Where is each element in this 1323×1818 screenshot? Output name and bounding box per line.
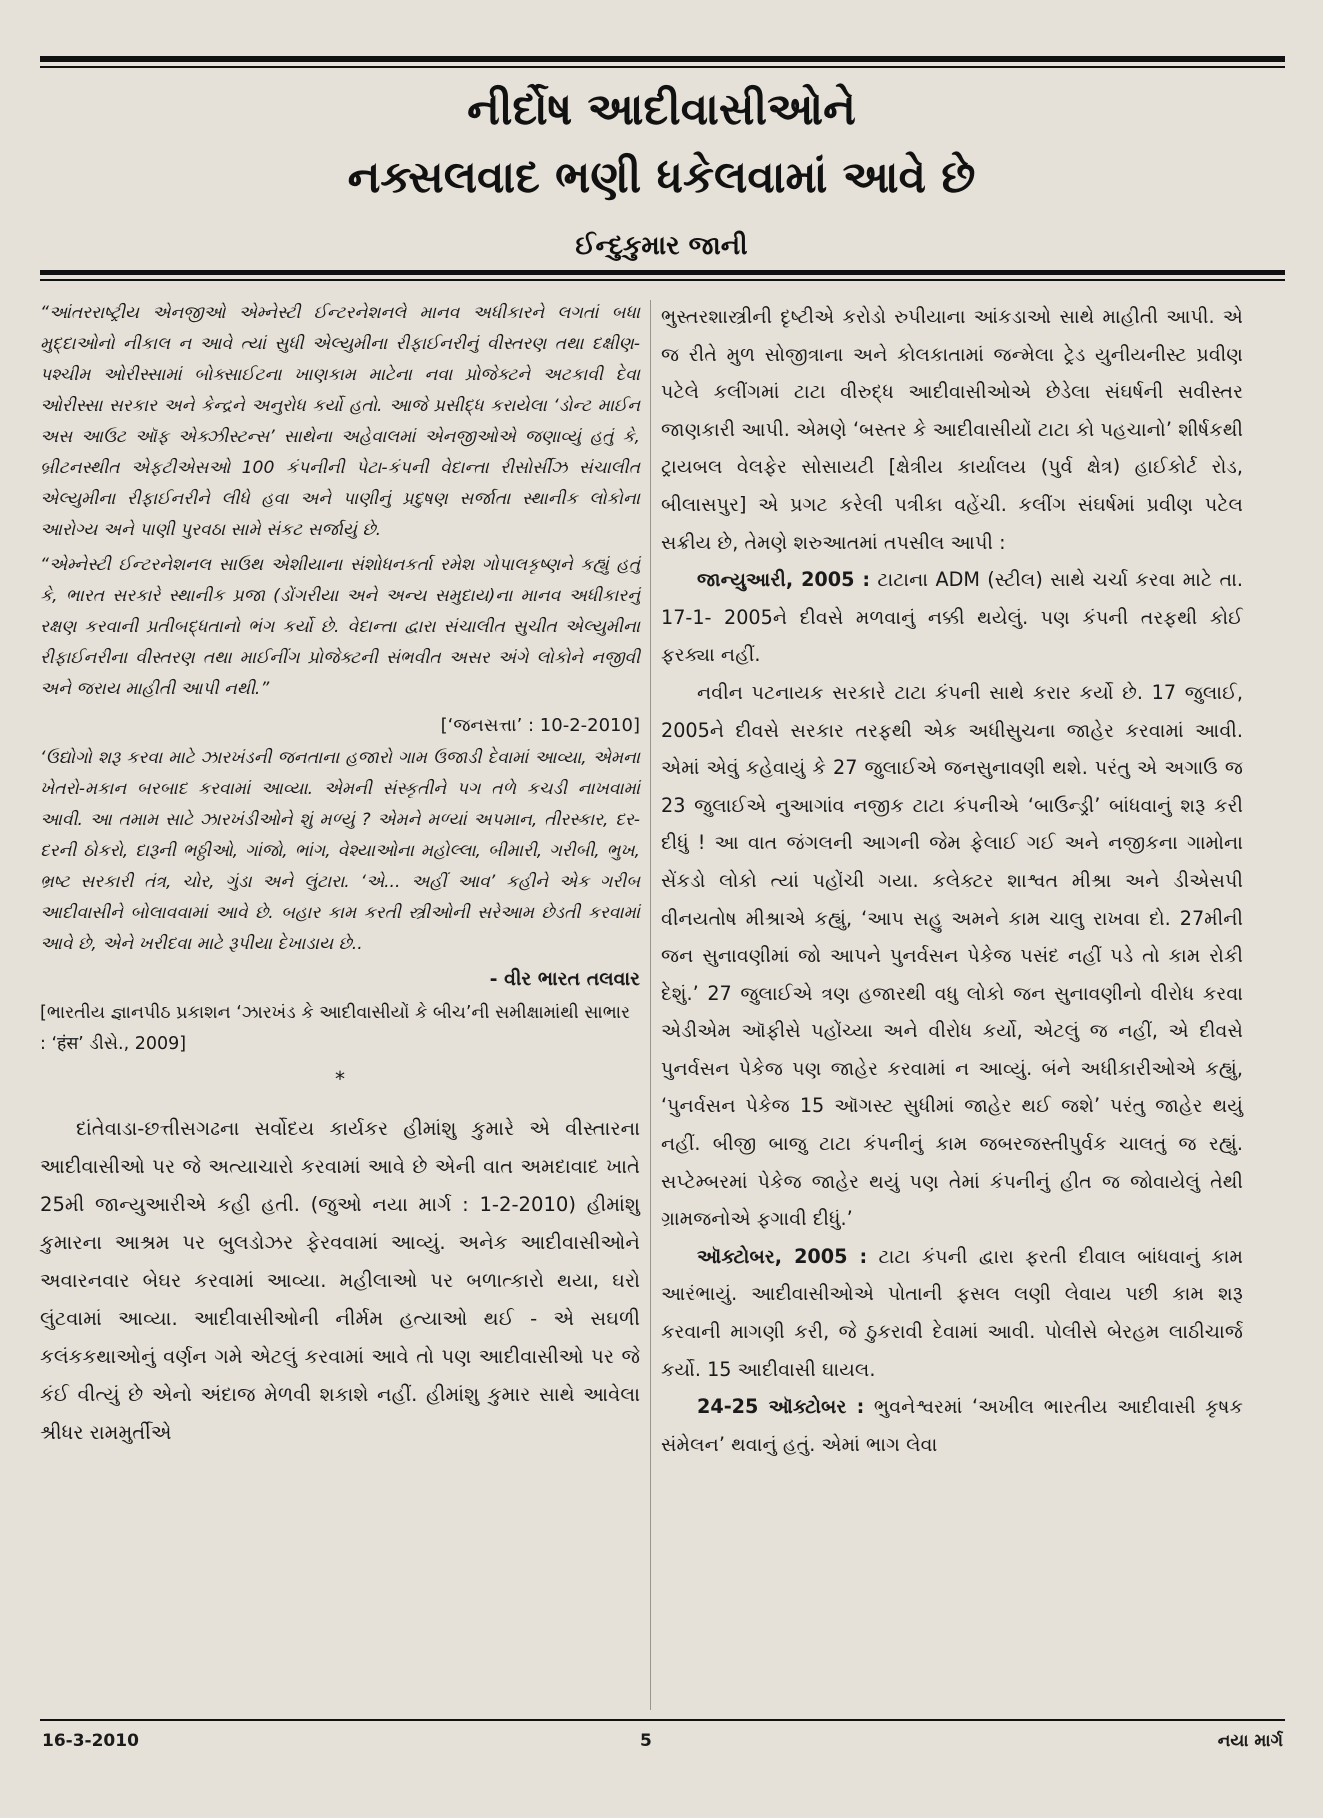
quote-amnesty-1: “આંતરરાષ્ટ્રીય એનજીઓ એમ્નેસ્ટી ઈન્ટરનેશનલે માનવ અધીકારને લગતાં બધા મુદ્દાઓનો નીકાલ ન આવે ત્યાં સુધી એલ્યુમીના રીફાઈનરીનું વીસ્તરણ તથા દક્ષીણ-પશ્ચીમ ઓરીસ્સામાં બોક્સાઈટના ખાણકામ માટેના નવા પ્રોજેક્ટને અટકાવી દેવા ઓરીસ્સા સરકાર અને કેન્દ્રને અનુરોધ કર્યો હતો. આજે પ્રસીદ્ધ કરાયેલા ‘ડોન્ટ માઈન અસ આઉટ ઑફ એક્ઝીસ્ટન્સ’ સાથેના અહેવાલમાં એનજીઓએ જણાવ્યું હતું કે, બ્રીટનસ્થીત એફટીએસઓ 100 કંપનીની પેટા-કંપની વેદાન્તા રીસોર્સીઝ સંચાલીત એલ્યુમીના રીફાઈનરીને લીધે હવા અને પાણીનું પ્રદુષણ સર્જાતા સ્થાનીક લોકોના આરોગ્ય અને પાણી પુરવઠા સામે સંકટ સર્જાયું છે. [40,303,640,540]
column-divider [650,300,651,1710]
para-text: ટાટા કંપની દ્વારા ફરતી દીવાલ બાંધવાનું કામ આરંભાયું. આદીવાસીઓએ પોતાની ફસલ લણી લેવાય પછી કામ શરૂ કરવાની માગણી કરી, જે ઠુકરાવી દેવામાં આવી. પોલીસે બેરહમ લાઠીચાર્જ કર્યો. 15 આદીવાસી ઘાયલ. [661,1244,1244,1381]
header-rule-thick [40,270,1285,275]
article-para-1: ભુસ્તરશાસ્ત્રીની દૃષ્ટીએ કરોડો રુપીયાના આંકડાઓ સાથે માહીતી આપી. એ જ રીતે મુળ સોજીત્રાના અને કોલકાતામાં જન્મેલા ટ્રેડ યુનીયનીસ્ટ પ્રવીણ પટેલે કલીંગમાં ટાટા વીરુદ્ધ આદીવાસીઓએ છેડેલા સંઘર્ષની સવીસ્તર જાણકારી આપી. એમણે ‘બસ્તર કે આદીવાસીયોં ટાટા કો પહચાનો’ શીર્ષકથી ટ્રાયબલ વેલફેર સોસાયટી [ક્ષેત્રીય કાર્યાલય (પુર્વ ક્ષેત્ર) હાઈકોર્ટ રોડ, બીલાસપુર] એ પ્રગટ કરેલી પત્રીકા વહેંચી. કલીંગ સંઘર્ષમાં પ્રવીણ પટેલ સક્રીય છે, તેમણે શરુઆતમાં તપસીલ આપી : [661,305,1243,554]
date-heading-oct-24: 24-25 ઑક્ટોબર : [697,1395,865,1419]
date-heading-oct-2005: ઑક્ટોબર, 2005 : [697,1244,868,1268]
article-para-3: નવીન પટનાયક સરકારે ટાટા કંપની સાથે કરાર કર્યો છે. 17 જુલાઈ, 2005ને દીવસે સરકાર તરફથી એક અધીસુચના જાહેર કરવામાં આવી. એમાં એવું કહેવાયું કે 27 જુલાઈએ જનસુનાવણી થશે. પરંતુ એ અગાઉ જ 23 જુલાઈએ નુઆગાંવ નજીક ટાટા કંપનીએ ‘બાઉન્ડ્રી’ બાંધવાનું શરૂ કરી દીધું ! આ વાત જંગલની આગની જેમ ફેલાઈ ગઈ અને નજીકના ગામોના સેંકડો લોકો ત્યાં પહોંચી ગયા. કલેક્ટર શાશ્વત મીશ્રા અને ડીએસપી વીનયતોષ મીશ્રાએ કહ્યું, ‘આપ સહુ અમને કામ ચાલુ રાખવા દો. 27મીની જન સુનાવણીમાં જો આપને પુનર્વસન પેકેજ પસંદ નહીં પડે તો કામ રોકી દેશું.’ 27 જુલાઈએ ત્રણ હજારથી વધુ લોકો જન સુનાવણીનો વીરોધ કરવા એડીએમ ઑફીસે પહોંચ્યા અને વીરોધ કર્યો, એટલું જ નહીં, એ દીવસે પુનર્વસન પેકેજ પણ જાહેર કરવામાં ન આવ્યું. બંને અધીકારીઓએ કહ્યું, ‘પુનર્વસન પેકેજ 15 ઑગસ્ટ સુધીમાં જાહેર થઈ જશે’ પરંતુ જાહેર થયું નહીં. બીજી બાજુ ટાટા કંપનીનું કામ જબરજસ્તીપુર્વક ચાલતું જ રહ્યું. સપ્ટેમ્બરમાં પેકેજ જાહેર થયું પણ તેમાં કંપનીનું હીત જ જોવાયેલું તેથી ગ્રામજનોએ ફગાવી દીધું.’ [661,680,1243,1231]
para-text: ટાટાના ADM (સ્ટીલ) સાથે ચર્ચા કરવા માટે તા. 17-1- 2005ને દીવસે મળવાનું નક્કી થયેલું. પણ કંપની તરફથી કોઈ ફરક્યા નહીં. [661,568,1243,667]
quote-amnesty-2: “એમ્નેસ્ટી ઈન્ટરનેશનલ સાઉથ એશીયાના સંશોધનકર્તા રમેશ ગોપાલકૃષ્ણને કહ્યું હતું કે, ભારત સરકારે સ્થાનીક પ્રજા (ડોંગરીયા અને અન્ય સમુદાય)ના માનવ અધીકારનું રક્ષણ કરવાની પ્રતીબદ્ધતાનો ભંગ કર્યો છે. વેદાન્તા દ્વારા સંચાલીત સુચીત એલ્યુમીના રીફાઈનરીના વીસ્તરણ તથા માઈનીંગ પ્રોજેક્ટની સંભવીત અસર અંગે લોકોને નજીવી અને જરાય માહીતી આપી નથી.” [40,555,640,699]
source-jansatta: [‘જનસત્તા’ : 10-2-2010] [440,715,640,736]
footer-publication: નયા માર્ગ [1217,1731,1283,1751]
source-hans: [ભારતીય જ્ઞાનપીઠ પ્રકાશન ‘ઝારખંડ કે આદીવાસીયોં કે બીચ’ની સમીક્ષામાંથી સાભાર : ‘हंस’ ડીસે., 2009] [40,1003,631,1054]
top-rule-thin [40,66,1285,68]
article-body-left: દાંતેવાડા-છત્તીસગઢના સર્વોદય કાર્યકર હીમાંશુ કુમારે એ વીસ્તારના આદીવાસીઓ પર જે અત્યાચારો કરવામાં આવે છે એની વાત અમદાવાદ ખાતે 25મી જાન્યુઆરીએ કહી હતી. (જુઓ નયા માર્ગ : 1-2-2010) હીમાંશુ કુમારના આશ્રમ પર બુલડોઝર ફેરવવામાં આવ્યું. અનેક આદીવાસીઓને અવારનવાર બેઘર કરવામાં આવ્યા. મહીલાઓ પર બળાત્કારો થયા, ઘરો લુંટવામાં આવ્યા. આદીવાસીઓની નીર્મમ હત્યાઓ થઈ - એ સઘળી કલંકકથાઓનું વર્ણન ગમે એટલું કરવામાં આવે તો પણ આદીવાસીઓ પર જે કંઈ વીત્યું છે એનો અંદાજ મેળવી શકાશે નહીં. હીમાંશુ કુમાર સાથે આવેલા શ્રીધર રામમુર્તીએ [40,1117,640,1444]
quote-jharkhand: ‘ઉદ્યોગો શરૂ કરવા માટે ઝારખંડની જનતાના હજારો ગામ ઉજાડી દેવામાં આવ્યા, એમના ખેતરો-મકાન બરબાદ કરવામાં આવ્યા. એમની સંસ્કૃતીને પગ તળે કચડી નાખવામાં આવી. આ તમામ સાટે ઝારખંડીઓને શું મળ્યું ? એમને મળ્યાં અપમાન, તીરસ્કાર, દર-દરની ઠોકરો, દારૂની ભઠ્ઠીઓ, ગાંજો, ભાંગ, વેશ્યાઓના મહોલ્લા, બીમારી, ગરીબી, ભુખ, ભ્રષ્ટ સરકારી તંત્ર, ચોર, ગુંડા અને લુંટારા. ‘એ... અહીં આવ’ કહીને એક ગરીબ આદીવાસીને બોલાવવામાં આવે છે. બહાર કામ કરતી સ્ત્રીઓની સરેઆમ છેડતી કરવામાં આવે છે, એને ખરીદવા માટે રૂપીયા દેખાડાય છે.. [40,748,640,954]
article-para-oct-24 [661,1388,1243,1463]
para-text: ભુવનેશ્વરમાં ‘અખીલ ભારતીય આદીવાસી કૃષક સંમેલન’ થવાનું હતું. એમાં ભાગ લેવા [661,1395,1243,1456]
right-column [661,298,1243,1463]
quote-signature: - વીર ભારત તલવાર [489,968,640,990]
footer-rule [40,1719,1285,1721]
date-heading-jan-2005: જાન્યુઆરી, 2005 : [697,568,871,592]
top-rule-thick [40,56,1285,62]
section-separator: * [335,1067,345,1091]
footer-date: 16-3-2010 [42,1731,139,1751]
headline-line-1: નીર્દોષ આદીવાસીઓને [467,84,856,135]
left-column [40,298,640,1452]
article-para-oct-2005 [661,1238,1243,1388]
headline-line-2: નક્સલવાદ ભણી ધકેલવામાં આવે છે [347,152,976,203]
article-para-jan-2005 [661,561,1243,674]
header-rule-thin [40,279,1285,281]
footer-page-number: 5 [640,1731,652,1751]
author-byline: ઈન્દુકુમાર જાની [575,231,748,261]
